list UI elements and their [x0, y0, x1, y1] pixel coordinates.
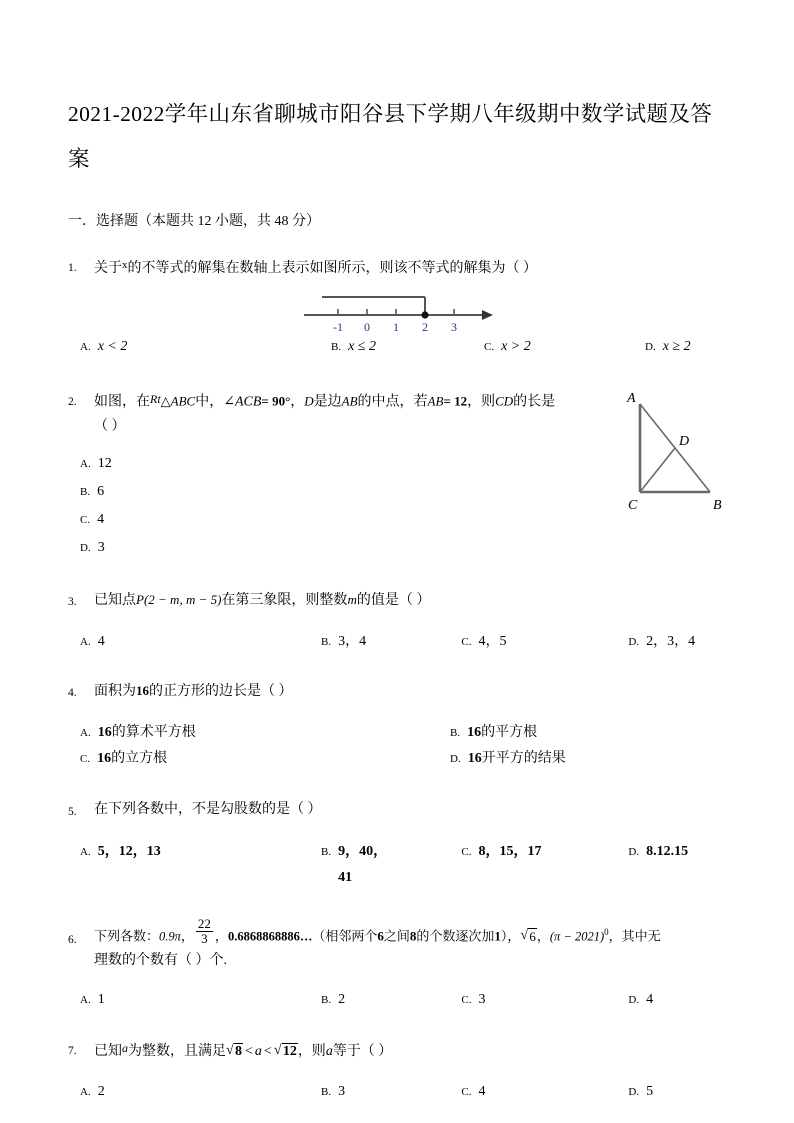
option-label: D.: [450, 753, 461, 766]
option-c[interactable]: [398, 334, 563, 360]
stem-text-7: 的长是: [513, 394, 556, 410]
page-title: 2021-2022学年山东省聊城市阳谷县下学期八年级期中数学试题及答案: [68, 102, 713, 171]
option-label: D.: [628, 846, 640, 859]
option-text: 4: [478, 1083, 486, 1099]
stem-text-6: ，其中无: [608, 928, 661, 944]
option-d[interactable]: [556, 987, 728, 1013]
stem-math-decimal: 0.6868868886…: [227, 929, 313, 944]
stem-math-triangle: △ABC: [160, 393, 196, 409]
stem-math-angle: ∠ACB: [223, 394, 262, 410]
stem-math-ab2: AB: [427, 393, 444, 409]
stem-text-6: ，则: [467, 394, 496, 410]
option-d[interactable]: [563, 334, 728, 360]
number-line-diagram: [300, 288, 500, 334]
question-1-figure: [68, 288, 728, 336]
option-d[interactable]: [556, 839, 728, 865]
option-text: x ≤ 2: [348, 338, 376, 354]
question-5-options: [68, 839, 728, 891]
stem-math-16: 16: [136, 683, 149, 699]
option-text: x ≥ 2: [662, 338, 691, 354]
question-stem: [94, 588, 728, 612]
stem-line-2: 理数的个数有（ ）个.: [94, 952, 227, 968]
radicand: 12: [282, 1043, 297, 1059]
stem-text-2: 在第三象限，则整数: [221, 593, 348, 609]
option-a[interactable]: [68, 1079, 233, 1105]
stem-sep-3: ，: [536, 928, 550, 944]
option-label: B.: [321, 993, 332, 1006]
stem-math-pi2021: (π − 2021): [549, 929, 605, 944]
question-5: [68, 798, 728, 891]
axis-arrow-icon: [482, 310, 493, 320]
question-number: 6.: [68, 934, 77, 947]
option-suffix: 的平方根: [481, 725, 538, 741]
stem-exponent-zero: 0: [604, 927, 609, 938]
vertex-label-c: C: [628, 497, 638, 513]
stem-text-3: 的值是（ ）: [356, 593, 431, 609]
option-label: C.: [80, 514, 91, 527]
option-a[interactable]: [68, 839, 233, 865]
question-stem: [94, 1037, 728, 1063]
stem-text-1: 关于: [94, 260, 122, 276]
stem-text-3: 之间: [383, 928, 410, 944]
stem-text-4: 等于（ ）: [332, 1043, 393, 1059]
question-number: 3.: [68, 596, 77, 609]
question-2-figure: [618, 390, 738, 520]
option-suffix: 的立方根: [111, 751, 168, 767]
stem-text-1: 面积为: [94, 684, 136, 700]
option-label: D.: [628, 636, 640, 649]
question-stem: [94, 388, 624, 438]
question-4: [68, 679, 728, 772]
radicand: 6: [529, 928, 536, 944]
option-d[interactable]: [398, 746, 728, 772]
radicand: 8: [235, 1043, 242, 1059]
option-text: 4: [97, 512, 105, 528]
option-label: C.: [461, 846, 472, 859]
option-label: C.: [461, 993, 472, 1006]
option-label: A.: [80, 993, 91, 1006]
question-number: 5.: [68, 806, 77, 819]
stem-math-a2: a: [254, 1043, 262, 1059]
stem-math-angle-value: = 90°: [261, 393, 291, 409]
section-heading: 一．选择题（本题共 12 小题，共 48 分）: [68, 214, 320, 229]
option-text: 4，5: [478, 634, 507, 650]
fraction-22-over-3: [196, 917, 213, 946]
option-text: x > 2: [501, 338, 531, 354]
option-label: B.: [450, 727, 461, 740]
stem-text-4: 是边: [313, 394, 342, 410]
option-text: 3: [97, 540, 105, 556]
option-label: B.: [80, 486, 91, 499]
question-7-options: [68, 1079, 728, 1105]
endpoint-dot: [421, 311, 428, 318]
stem-text-2: 为整数，且满足: [128, 1043, 226, 1059]
option-label: A.: [80, 636, 91, 649]
option-b[interactable]: [233, 1079, 391, 1105]
stem-text-2: 的正方形的边长是（ ）: [149, 684, 293, 700]
stem-number-1: 1: [494, 928, 501, 944]
option-suffix: 的算术平方根: [111, 725, 196, 741]
option-text: [467, 720, 537, 746]
option-a[interactable]: [68, 720, 398, 746]
question-6-options: [68, 987, 728, 1013]
option-label: A.: [80, 458, 91, 471]
option-b[interactable]: [233, 629, 391, 655]
option-c[interactable]: [391, 629, 556, 655]
option-text: 3，4: [338, 634, 367, 650]
option-label: A.: [80, 846, 91, 859]
stem-text-5: 的中点，若: [357, 394, 428, 410]
question-2: [68, 388, 728, 562]
question-6: [68, 916, 728, 1012]
option-b[interactable]: [398, 720, 728, 746]
stem-math-a3: a: [325, 1043, 333, 1059]
option-text: 3: [478, 991, 486, 1007]
stem-text-4: 的个数逐次加: [416, 928, 495, 944]
option-label: B.: [331, 340, 342, 353]
option-text: 12: [97, 456, 112, 472]
option-c[interactable]: [391, 1079, 556, 1105]
relation-lt-1: <: [245, 1043, 253, 1059]
vertex-label-b: B: [713, 497, 722, 513]
stem-math-coords: (2 − m, m − 5): [143, 592, 222, 608]
option-label: C.: [461, 636, 472, 649]
option-text: 1: [97, 991, 105, 1007]
stem-text-5: ），: [500, 928, 521, 944]
option-label: C.: [484, 340, 495, 353]
fraction-denominator: 3: [196, 931, 213, 946]
option-text: 8.12.15: [646, 844, 689, 860]
option-text: 4: [97, 634, 105, 650]
option-text: 3: [338, 1083, 346, 1099]
option-a[interactable]: [68, 987, 233, 1013]
sqrt-12: [274, 1040, 298, 1063]
option-text: 2: [97, 1083, 105, 1099]
stem-sep-2: ，: [214, 928, 228, 944]
stem-number-8: 8: [409, 928, 417, 944]
question-stem: [94, 679, 728, 703]
option-text: 2，3，4: [646, 634, 696, 650]
tick-label: 1: [393, 319, 399, 334]
option-text: [468, 746, 566, 772]
option-text: [97, 746, 167, 772]
question-1: [68, 254, 728, 360]
tick-label: 2: [422, 319, 428, 334]
option-text: 2: [338, 991, 346, 1007]
tick-label: -1: [333, 319, 343, 334]
option-text: 8，15，17: [478, 844, 542, 860]
option-number: 16: [97, 751, 112, 767]
stem-text-3: ，: [290, 394, 305, 410]
question-stem: [94, 254, 728, 280]
option-label: C.: [461, 1085, 472, 1098]
stem-sep-1: ，: [180, 928, 194, 944]
stem-math-ab: AB: [341, 393, 358, 409]
option-number: 16: [467, 725, 482, 741]
option-text: 5: [646, 1083, 654, 1099]
question-7: [68, 1037, 728, 1105]
option-label: D.: [628, 993, 640, 1006]
option-label: A.: [80, 727, 91, 740]
stem-math-a: a: [122, 1040, 128, 1055]
option-d[interactable]: [556, 629, 728, 655]
vertex-label-a: A: [627, 390, 636, 406]
stem-text-2: （相邻两个: [312, 928, 378, 944]
option-b[interactable]: [233, 839, 391, 891]
stem-number-6: 6: [377, 928, 384, 944]
question-number: 4.: [68, 687, 77, 700]
option-label: B.: [321, 846, 332, 859]
question-4-options: [68, 720, 728, 772]
stem-text-1: 已知: [94, 1043, 122, 1059]
option-text: 9，40，41: [338, 844, 388, 886]
option-label: A.: [80, 1085, 91, 1098]
option-c[interactable]: [68, 746, 398, 772]
option-a[interactable]: [68, 334, 233, 360]
sqrt-8: [226, 1040, 243, 1063]
page-content: [68, 0, 728, 1105]
stem-text-2: 的不等式的解集在数轴上表示如图所示，则该不等式的解集为（ ）: [127, 260, 537, 276]
option-d[interactable]: [556, 1079, 728, 1105]
stem-math-rt: Rt: [150, 391, 161, 406]
stem-math-09pi: 0.9π: [159, 929, 181, 944]
question-3: [68, 588, 728, 655]
option-b[interactable]: [233, 987, 391, 1013]
option-number: 16: [467, 751, 482, 767]
option-suffix: 开平方的结果: [481, 751, 566, 767]
question-number: 2.: [68, 395, 77, 408]
option-text: 6: [97, 484, 105, 500]
option-a[interactable]: [68, 629, 233, 655]
question-number: 1.: [68, 262, 77, 274]
option-label: B.: [321, 1085, 332, 1098]
vertex-label-d: D: [679, 433, 690, 449]
option-number: 16: [97, 725, 112, 741]
option-c[interactable]: [391, 839, 556, 865]
stem-text-1: 如图，在: [94, 394, 150, 410]
option-c[interactable]: [391, 987, 556, 1013]
option-label: D.: [80, 542, 91, 555]
fraction-numerator: 22: [197, 916, 211, 932]
question-1-options: [68, 334, 728, 360]
stem-text-1: 下列各数：: [94, 928, 160, 944]
stem-text-3: ，则: [297, 1043, 326, 1059]
relation-lt-2: <: [263, 1043, 272, 1059]
question-number: 7.: [68, 1044, 77, 1057]
option-label: D.: [628, 1085, 640, 1098]
tick-label: 0: [364, 319, 370, 334]
stem-text-8: （ ）: [94, 419, 126, 435]
option-text: [98, 720, 196, 746]
sqrt-6: [520, 925, 537, 949]
stem-text-2: 中，: [195, 394, 224, 410]
stem-math-cd: CD: [495, 393, 514, 409]
stem-math-d: D: [304, 393, 314, 409]
tick-label: 3: [451, 319, 457, 334]
option-label: A.: [80, 340, 91, 353]
option-text: 5，12，13: [97, 844, 161, 860]
option-label: C.: [80, 753, 91, 766]
option-b[interactable]: [233, 334, 398, 360]
option-text: x < 2: [97, 338, 128, 354]
stem-text-1: 已知点: [94, 593, 136, 609]
option-text: 4: [646, 991, 654, 1007]
segment-cd: [640, 448, 675, 492]
question-stem: 在下列各数中，不是勾股数的是（ ）: [94, 802, 322, 818]
stem-variable: x: [122, 259, 128, 271]
stem-math-m: m: [347, 592, 357, 608]
option-label: D.: [645, 340, 656, 353]
stem-math-ab-value: = 12: [443, 393, 468, 409]
question-stem: [94, 916, 728, 972]
option-d[interactable]: [68, 534, 728, 562]
question-3-options: [68, 629, 728, 655]
option-label: B.: [321, 636, 332, 649]
stem-math-p: P: [136, 592, 144, 608]
